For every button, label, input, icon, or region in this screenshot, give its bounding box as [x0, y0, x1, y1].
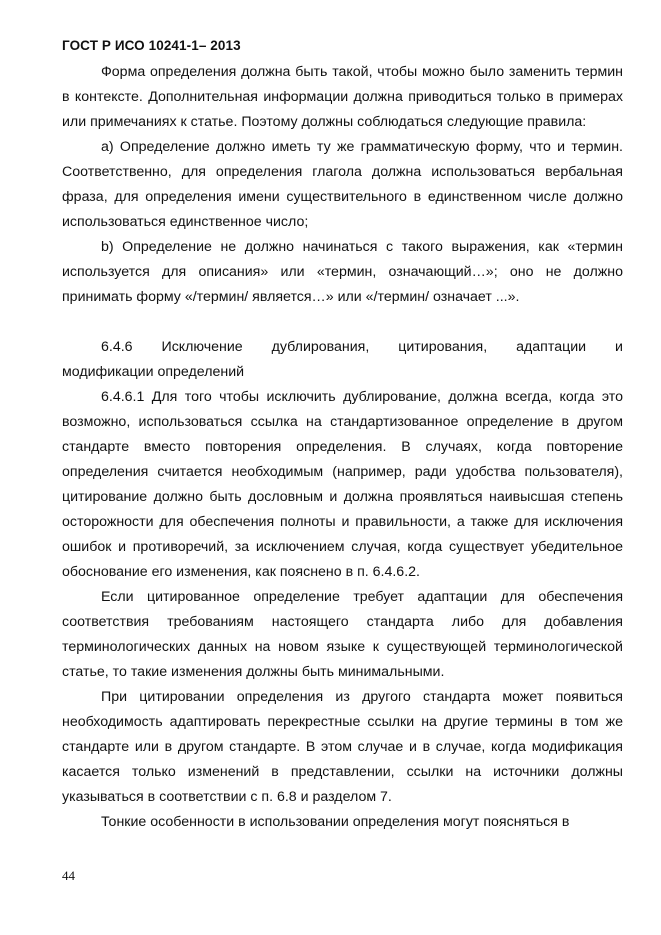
section-heading-word: дублирования, — [271, 339, 370, 355]
section-heading-word: и — [615, 339, 623, 355]
intro-paragraph: Форма определения должна быть такой, чтобы можно было заменить термин в контексте. Дополнительная информации должна приводиться только в примерах или примечаниях к статье. Поэтому должны соблюдаться следующие правила: — [62, 64, 623, 130]
section-number: 6.4.6 — [101, 339, 133, 355]
list-item-a: a) Определение должно иметь ту же грамматическую форму, что и термин. Соответственно, для определения глагола должна использоваться вербальная фраза, для определения имени существительного в единственном числе должно использоваться единственное число; — [62, 139, 623, 230]
section-heading-word: Исключение — [161, 339, 243, 355]
section-heading — [62, 335, 623, 360]
section-heading-word: адаптации — [516, 339, 587, 355]
closing-paragraph: Тонкие особенности в использовании определения могут поясняться в — [101, 814, 570, 830]
document-header: ГОСТ Р ИСО 10241-1– 2013 — [62, 38, 241, 53]
citation-paragraph: При цитировании определения из другого стандарта может появиться необходимость адаптировать перекрестные ссылки на другие термины в том же стандарте или в другом стандарте. В этом случае и в случае, когда модификация касается только изменений в представлении, ссылки на источники должны указываться в соответствии с п. 6.8 и разделом 7. — [62, 689, 623, 805]
document-body — [62, 60, 623, 835]
clause-6461-paragraph: 6.4.6.1 Для того чтобы исключить дублирование, должна всегда, когда это возможно, использоваться ссылка на стандартизованное определение в другом стандарте вместо повторения определения. В случаях, когда повторение определения считается необходимым (например, ради удобства пользователя), цитирование должно быть дословным и должна проявляться наивысшая степень осторожности для обеспечения полноты и правильности, а также для исключения ошибок и противоречий, за исключением случая, когда существует убедительное обоснование его изменения, как пояснено в п. 6.4.6.2. — [62, 389, 623, 580]
adaptation-paragraph: Если цитированное определение требует адаптации для обеспечения соответствия требованиям настоящего стандарта либо для добавления терминологических данных на новом языке к существующей терминологической статье, то такие изменения должны быть минимальными. — [62, 589, 623, 680]
section-heading-word: цитирования, — [398, 339, 488, 355]
section-heading-continuation: модификации определений — [62, 364, 245, 380]
list-item-b: b) Определение не должно начинаться с такого выражения, как «термин используется для описания» или «термин, означающий…»; оно не должно принимать форму «/термин/ является…» или «/термин/ означает ...». — [62, 239, 623, 305]
page-number: 44 — [62, 868, 75, 883]
